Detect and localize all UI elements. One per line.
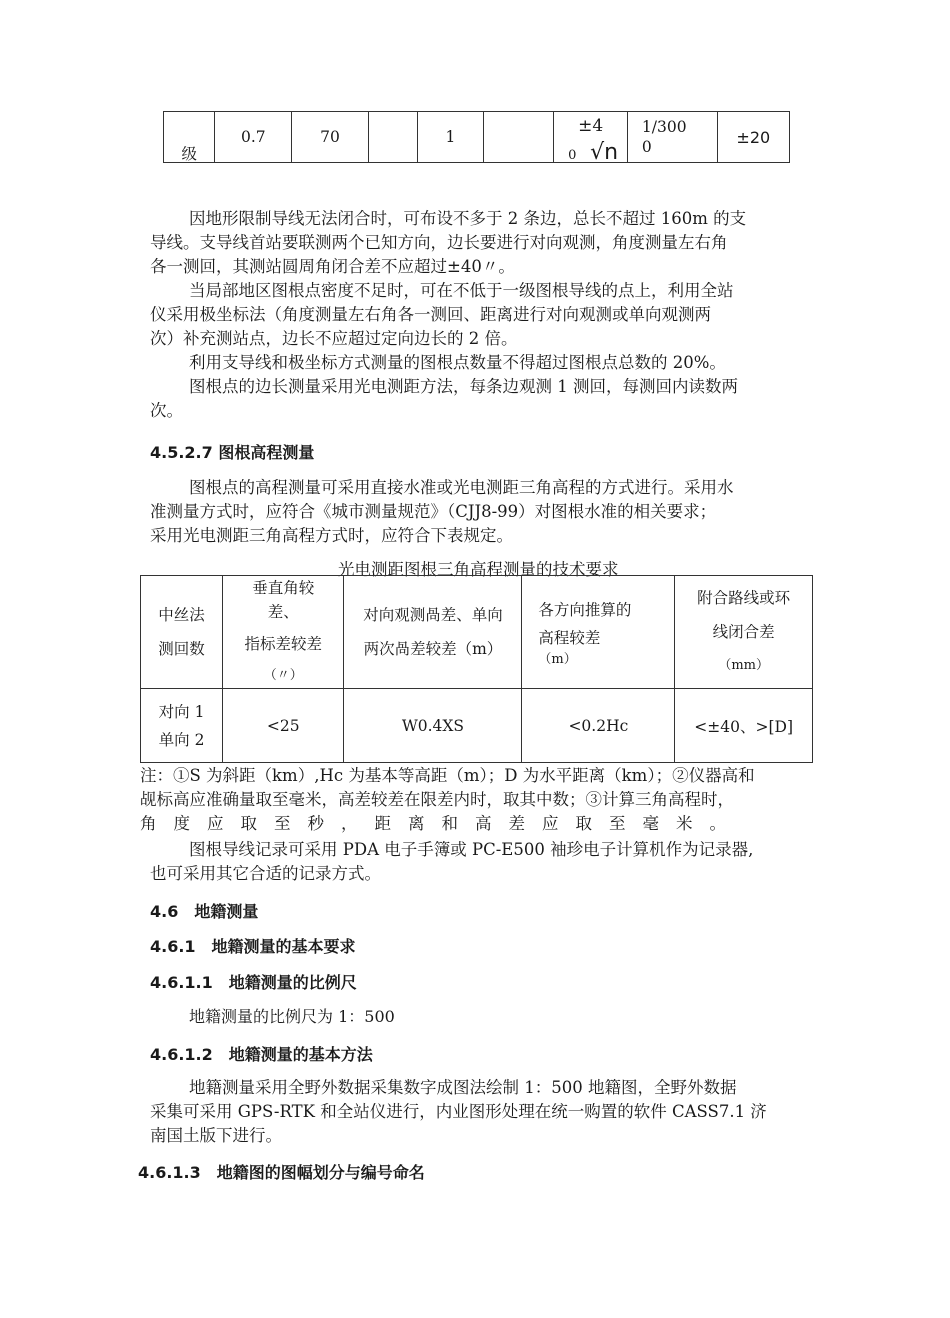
note-line: 注：①S 为斜距（km）,Hc 为基本等高距（m）；D 为水平距离（km）；②仪器高和 xyxy=(140,766,755,785)
cell-text: 1/300 xyxy=(641,118,687,136)
line: 也可采用其它合适的记录方式。 xyxy=(150,864,381,883)
header-cell xyxy=(522,576,675,689)
top-table-cell: 70 xyxy=(292,112,369,163)
header-cell xyxy=(223,576,344,689)
table-caption: 光电测距图根三角高程测量的技术要求 xyxy=(338,560,619,579)
cell-text: （〃） xyxy=(263,668,303,683)
pm-40-sqrt-n xyxy=(554,112,627,162)
data-cell xyxy=(141,689,223,763)
header-lines xyxy=(223,576,343,688)
line: 南国土版下进行。 xyxy=(150,1126,282,1145)
header-lines xyxy=(538,596,674,668)
cell-text: 两次咼差较差（m） xyxy=(363,640,503,658)
line: 当局部地区图根点密度不足时，可在不低于一级图根导线的点上，利用全站 xyxy=(189,281,734,300)
line: 地籍测量采用全野外数据采集数字成图法绘制 1：500 地籍图，全野外数据 xyxy=(189,1078,737,1097)
cell-text: 对向 1 xyxy=(158,702,205,721)
cell-text: 级 xyxy=(181,145,197,163)
cell-lines xyxy=(141,698,222,754)
line: 利用支导线和极坐标方式测量的图根点数量不得超过图根点总数的 20%。 xyxy=(189,353,726,372)
paragraph xyxy=(150,1076,830,1148)
line: 采集可采用 GPS-RTK 和全站仪进行，内业图形处理在统一购置的软件 CASS7.1 济 xyxy=(150,1102,767,1121)
line: 因地形限制导线无法闭合时，可布设不多于 2 条边，总长不超过 160m 的支 xyxy=(189,209,747,228)
cell-text: √n xyxy=(590,140,619,163)
line: 采用光电测距三角高程方式时，应符合下表规定。 xyxy=(150,526,513,545)
header-cell xyxy=(675,576,813,689)
cell-text: 0 xyxy=(641,138,652,156)
line: 图根点的高程测量可采用直接水准或光电测距三角高程的方式进行。采用水 xyxy=(189,478,734,497)
line: 图根点的边长测量采用光电测距方法，每条边观测 1 测回，每测回内读数两 xyxy=(189,377,738,396)
top-table-cell: ±20 xyxy=(717,112,789,163)
line: 导线。支导线首站要联测两个已知方向，边长要进行对向观测，角度测量左右角 xyxy=(150,233,728,252)
top-table xyxy=(163,111,790,163)
line: 准测量方式时，应符合《城市测量规范》（CJJ8-99）对图根水准的相关要求； xyxy=(150,502,717,521)
cell-text: 测回数 xyxy=(158,640,205,658)
data-cell: W0.4XS xyxy=(344,689,522,763)
header-lines xyxy=(344,598,521,666)
note-line: 觇标高应准确量取至毫米，高差较差在限差内时，取其中数；③计算三角高程时， xyxy=(140,790,734,809)
header-lines xyxy=(141,598,222,666)
header-lines xyxy=(675,581,812,683)
note-line: 角度应取至秒，距离和高差应取至毫米。 xyxy=(140,814,743,833)
data-cell: <25 xyxy=(223,689,344,763)
cell-text: 0 xyxy=(568,148,577,163)
line: 次）补充测站点，边长不应超过定向边长的 2 倍。 xyxy=(150,329,518,348)
cell-text: 中丝法 xyxy=(158,606,205,624)
line: 图根导线记录可采用 PDA 电子手簿或 PC-E500 袖珍电子计算机作为记录器, xyxy=(189,840,754,859)
top-table-cell xyxy=(554,112,628,163)
cell-text: 高程较差 xyxy=(538,629,601,647)
section-heading: 4.6.1 地籍测量的基本要求 xyxy=(150,937,356,956)
cell-text: 附合路线或环 xyxy=(697,589,791,607)
data-cell: <0.2Hc xyxy=(522,689,675,763)
cell-text: 指标差较差 xyxy=(244,635,323,653)
paragraph xyxy=(150,207,830,423)
cell-text: （mm） xyxy=(718,658,769,673)
data-cell: <±40、>[D] xyxy=(675,689,813,763)
cell-text: 差、 xyxy=(267,603,299,621)
header-cell xyxy=(344,576,522,689)
cell-text: 垂直角较 xyxy=(252,579,315,597)
section-heading: 4.6 地籍测量 xyxy=(150,902,259,921)
top-table-cell xyxy=(484,112,554,163)
section-heading: 4.6.1.2 地籍测量的基本方法 xyxy=(150,1045,373,1064)
paragraph: 地籍测量的比例尺为 1：500 xyxy=(189,1007,395,1026)
line: 次。 xyxy=(150,401,183,420)
paragraph xyxy=(150,476,830,548)
top-table-cell: 0.7 xyxy=(215,112,292,163)
header-cell xyxy=(141,576,223,689)
section-heading: 4.5.2.7 图根高程测量 xyxy=(150,443,315,462)
section-heading: 4.6.1.3 地籍图的图幅划分与编号命名 xyxy=(138,1163,425,1182)
cell-text: 各方向推算的 xyxy=(538,601,632,619)
cell-text: ±4 xyxy=(578,116,604,136)
cell-text: 对向观测咼差、单向 xyxy=(363,606,503,624)
top-table-cell: 1 xyxy=(417,112,484,163)
cell-text: 单向 2 xyxy=(158,730,205,749)
cell-text: 线闭合差 xyxy=(712,623,775,641)
cell-text: （m） xyxy=(538,652,577,667)
table-note xyxy=(140,764,830,836)
top-table-cell xyxy=(164,112,215,163)
top-table-cell xyxy=(627,112,717,163)
top-table-cell xyxy=(368,112,417,163)
section-heading: 4.6.1.1 地籍测量的比例尺 xyxy=(150,973,357,992)
line: 各一测回，其测站圆周角闭合差不应超过±40〃。 xyxy=(150,257,515,276)
paragraph xyxy=(150,838,830,886)
elevation-table xyxy=(140,575,813,763)
line: 仪采用极坐标法（角度测量左右角各一测回、距离进行对向观测或单向观测两 xyxy=(150,305,711,324)
